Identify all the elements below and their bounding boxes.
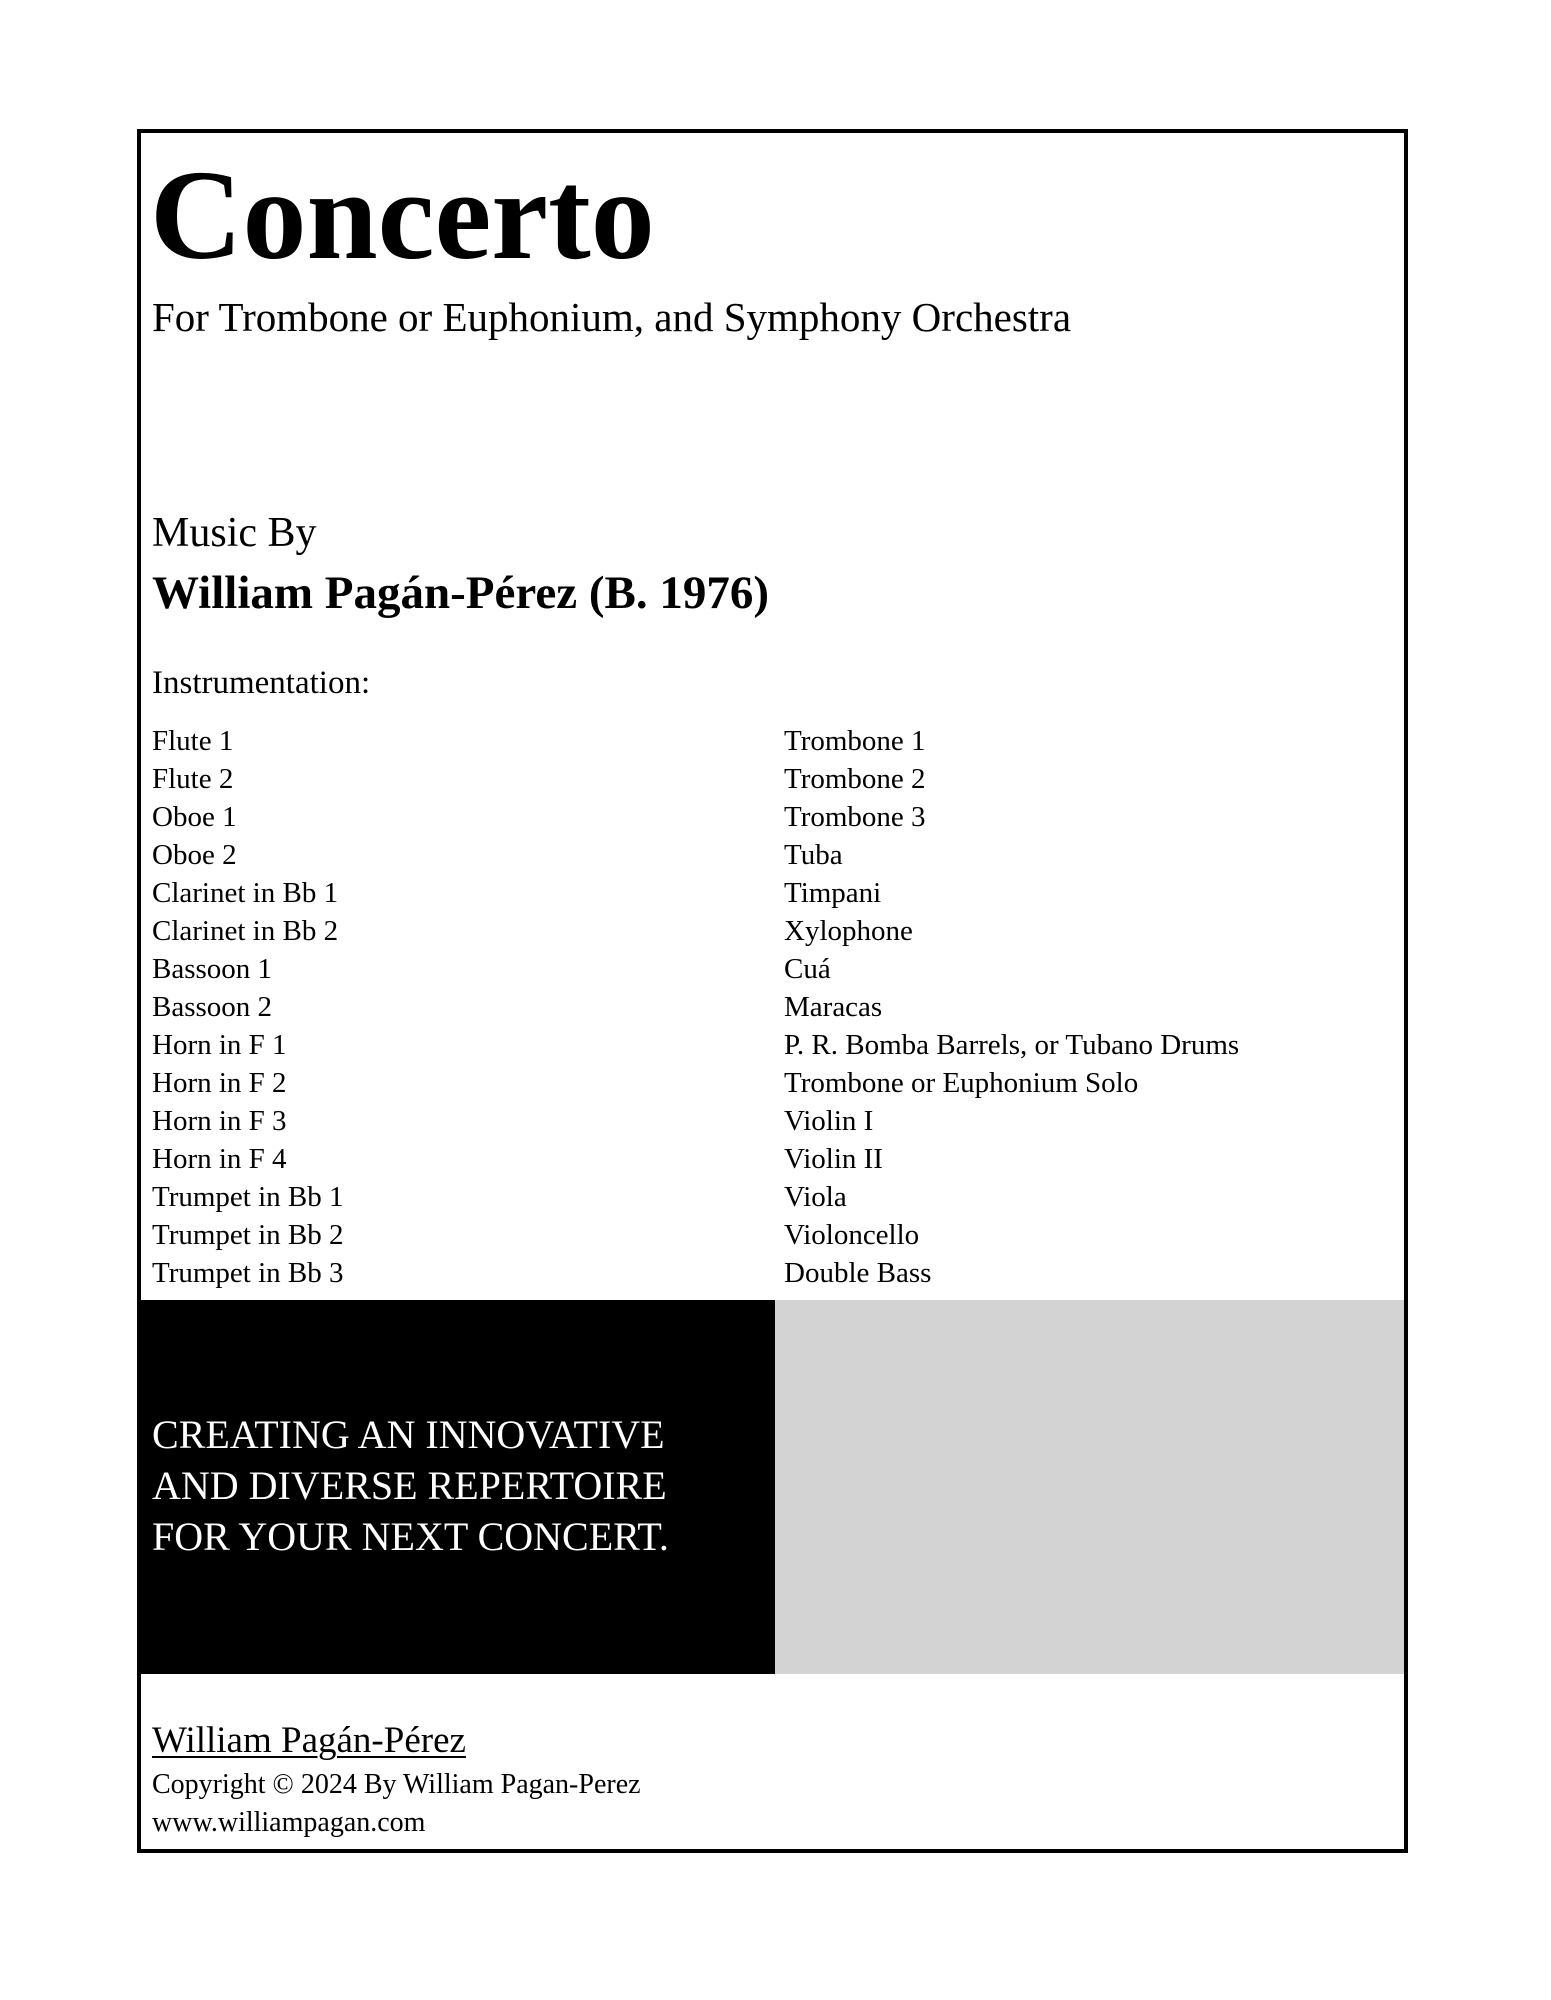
instrument-item: Trombone or Euphonium Solo: [784, 1067, 1139, 1099]
instrument-item: Trumpet in Bb 1: [152, 1181, 344, 1213]
instrument-item: Clarinet in Bb 1: [152, 877, 339, 909]
instrument-item: Trumpet in Bb 2: [152, 1219, 344, 1251]
instrument-item: Clarinet in Bb 2: [152, 915, 339, 947]
page-subtitle: For Trombone or Euphonium, and Symphony Orchestra: [152, 294, 1072, 340]
instrument-item: Violin I: [784, 1105, 874, 1137]
instrument-item: Maracas: [784, 991, 883, 1023]
instrument-item: Timpani: [784, 877, 882, 909]
instrument-item: Bassoon 1: [152, 953, 273, 985]
slogan-panel-gray: [775, 1300, 1404, 1674]
instrument-item: Bassoon 2: [152, 991, 273, 1023]
instrument-item: Tuba: [784, 839, 843, 871]
instrumentation-right-column: [784, 722, 1239, 1292]
slogan-line: AND DIVERSE REPERTOIRE: [152, 1463, 667, 1508]
instrument-item: Double Bass: [784, 1257, 932, 1289]
instrumentation-left-column: [152, 722, 344, 1292]
instrument-item: Horn in F 1: [152, 1029, 287, 1061]
page-title: Concerto: [150, 144, 655, 286]
website-url: www.williampagan.com: [152, 1807, 426, 1838]
instrument-item: Violin II: [784, 1143, 883, 1175]
instrument-item: Trombone 3: [784, 801, 926, 833]
instrument-item: Oboe 2: [152, 839, 237, 871]
instrument-item: Trombone 1: [784, 725, 926, 757]
instrument-item: Trombone 2: [784, 763, 926, 795]
footer-publisher-name: William Pagán-Pérez: [152, 1720, 466, 1761]
instrument-item: Flute 2: [152, 763, 234, 795]
instrument-item: Oboe 1: [152, 801, 237, 833]
slogan-line: CREATING AN INNOVATIVE: [152, 1412, 665, 1457]
composer-name: William Pagán-Pérez (B. 1976): [152, 567, 769, 619]
music-by-label: Music By: [152, 510, 317, 556]
instrument-item: Flute 1: [152, 725, 234, 757]
instrumentation-heading: Instrumentation:: [152, 665, 371, 701]
instrument-item: Horn in F 2: [152, 1067, 287, 1099]
copyright-notice: Copyright © 2024 By William Pagan-Perez: [152, 1769, 641, 1800]
instrument-item: P. R. Bomba Barrels, or Tubano Drums: [784, 1029, 1240, 1061]
instrument-item: Trumpet in Bb 3: [152, 1257, 344, 1289]
instrument-item: Viola: [784, 1181, 847, 1213]
instrument-item: Horn in F 4: [152, 1143, 287, 1175]
slogan-text: [152, 1409, 669, 1562]
instrument-item: Horn in F 3: [152, 1105, 287, 1137]
instrument-item: Cuá: [784, 953, 831, 985]
instrument-item: Xylophone: [784, 915, 913, 947]
slogan-line: FOR YOUR NEXT CONCERT.: [152, 1514, 669, 1559]
instrument-item: Violoncello: [784, 1219, 920, 1251]
